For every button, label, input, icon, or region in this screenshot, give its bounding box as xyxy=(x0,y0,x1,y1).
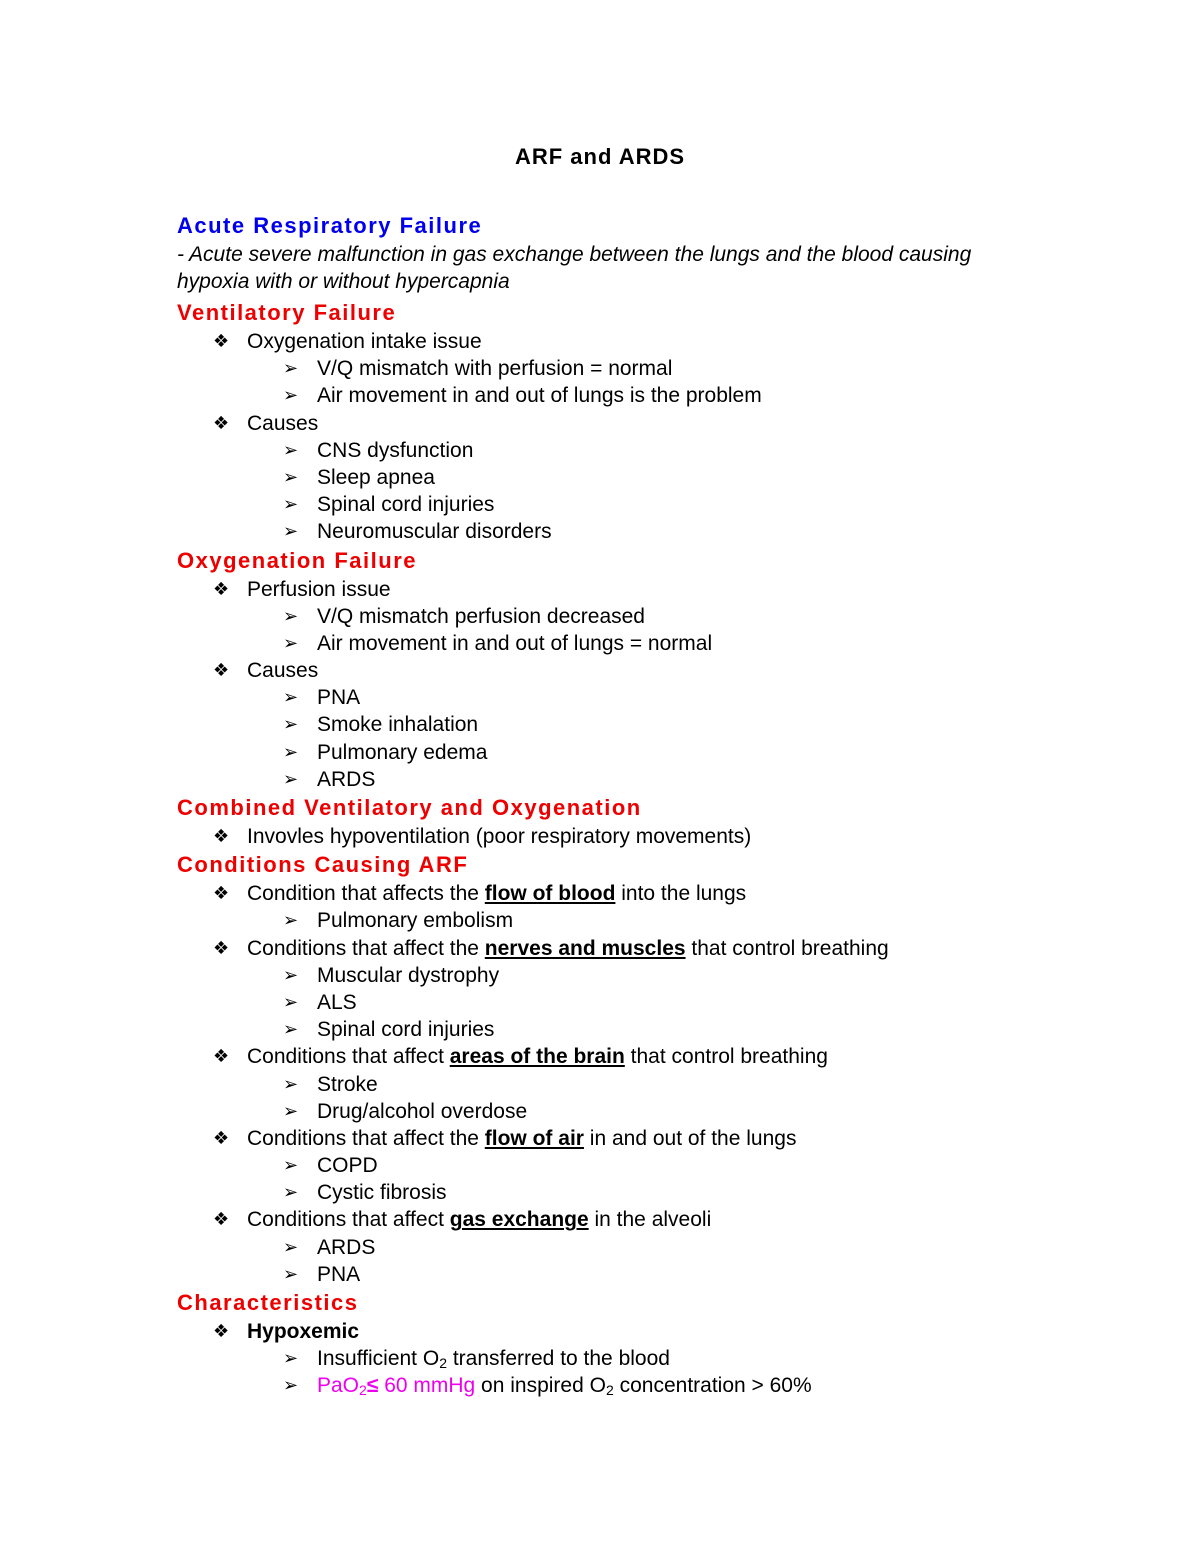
sub-bullet-text: Spinal cord injuries xyxy=(317,493,495,517)
sub-bullet-text-pre: Insufficient O xyxy=(317,1347,440,1371)
bullet-item xyxy=(177,1318,1017,1345)
sub-bullet-text: PNA xyxy=(317,1262,361,1286)
arrow-bullet-icon: ➢ xyxy=(283,1100,299,1121)
diamond-bullet-icon: ❖ xyxy=(213,826,230,846)
arrow-bullet-icon: ➢ xyxy=(283,768,299,789)
arrow-bullet-icon: ➢ xyxy=(283,1375,299,1396)
arrow-bullet-icon: ➢ xyxy=(283,714,299,735)
sub-bullet-text: Smoke inhalation xyxy=(317,713,479,737)
bullet-text-pre: Condition that affects the xyxy=(247,882,485,906)
arrow-bullet-icon: ➢ xyxy=(283,385,299,406)
bullet-text: Invovles hypoventilation (poor respiratory movements) xyxy=(247,825,752,848)
subscript: 2 xyxy=(439,1355,447,1372)
sub-bullet-text: ARDS xyxy=(317,767,376,791)
sub-bullet-item xyxy=(177,491,1017,518)
arrow-bullet-icon: ➢ xyxy=(283,1073,299,1094)
arrow-bullet-icon: ➢ xyxy=(283,687,299,708)
bullet-text: Causes xyxy=(247,659,319,683)
heading-combined: Combined Ventilatory and Oxygenation xyxy=(177,795,642,820)
sub-bullet-text: COPD xyxy=(317,1154,378,1178)
sub-bullet-item xyxy=(177,382,1017,409)
bullet-keyword: flow of blood xyxy=(484,882,616,906)
heading-conditions-causing-arf: Conditions Causing ARF xyxy=(177,852,469,878)
sub-bullet-item xyxy=(177,1372,1017,1399)
arrow-bullet-icon: ➢ xyxy=(283,1263,299,1284)
sub-bullet-text: ALS xyxy=(317,990,357,1014)
arrow-bullet-icon: ➢ xyxy=(283,741,299,762)
bullet-item xyxy=(177,1125,1017,1152)
sub-bullet-text: Drug/alcohol overdose xyxy=(317,1099,528,1123)
sub-bullet-item xyxy=(177,630,1017,657)
arrow-bullet-icon: ➢ xyxy=(283,991,299,1012)
sub-bullet-text: Air movement in and out of lungs is the problem xyxy=(317,384,762,408)
bullet-text: Perfusion issue xyxy=(247,577,391,601)
bullet-item xyxy=(177,657,1017,684)
arrow-bullet-icon: ➢ xyxy=(283,910,299,931)
sub-bullet-text: Stroke xyxy=(317,1072,378,1096)
diamond-bullet-icon: ❖ xyxy=(213,578,230,599)
arrow-bullet-icon: ➢ xyxy=(283,1019,299,1040)
sub-bullet-text: Air movement in and out of lungs = normal xyxy=(317,631,713,655)
arrow-bullet-icon: ➢ xyxy=(283,494,299,515)
bullet-keyword: gas exchange xyxy=(449,1208,589,1232)
arrow-bullet-icon: ➢ xyxy=(283,439,299,460)
sub-bullet-text: Neuromuscular disorders xyxy=(317,520,552,544)
bullet-text: Oxygenation intake issue xyxy=(247,330,482,353)
bullet-text: Causes xyxy=(247,411,319,435)
bullet-keyword: nerves and muscles xyxy=(484,936,686,960)
bullet-item xyxy=(177,880,1017,907)
sub-bullet-item xyxy=(177,1152,1017,1179)
document-title: ARF and ARDS xyxy=(514,144,686,169)
bullet-item xyxy=(177,935,1017,962)
diamond-bullet-icon: ❖ xyxy=(213,883,230,904)
bullet-item xyxy=(177,576,1017,603)
pao2-label: PaO xyxy=(317,1374,360,1398)
bullet-keyword: areas of the brain xyxy=(449,1045,625,1069)
bullet-text-pre: Conditions that affect xyxy=(247,1045,450,1069)
sub-bullet-text: Spinal cord injuries xyxy=(317,1018,495,1042)
bullet-text-post: in and out of the lungs xyxy=(583,1126,797,1150)
diamond-bullet-icon: ❖ xyxy=(213,1127,230,1148)
arrow-bullet-icon: ➢ xyxy=(283,521,299,542)
sub-bullet-item xyxy=(177,1345,1017,1372)
bullet-text-post: in the alveoli xyxy=(588,1208,712,1232)
arrow-bullet-icon: ➢ xyxy=(283,466,299,487)
bullet-item xyxy=(177,410,1017,437)
sub-bullet-text-mid: on inspired O xyxy=(475,1374,606,1398)
arrow-bullet-icon: ➢ xyxy=(283,1155,299,1176)
arrow-bullet-icon: ➢ xyxy=(283,605,299,626)
bullet-text-pre: Conditions that affect the xyxy=(247,1126,485,1150)
subscript: 2 xyxy=(605,1382,614,1399)
arrow-bullet-icon: ➢ xyxy=(283,1182,299,1203)
sub-bullet-item xyxy=(177,711,1017,738)
diamond-bullet-icon: ❖ xyxy=(213,1209,230,1230)
sub-bullet-text: ARDS xyxy=(317,1235,376,1259)
subscript: 2 xyxy=(359,1382,367,1399)
sub-bullet-item xyxy=(177,1261,1017,1288)
bullet-item xyxy=(177,328,1017,355)
sub-bullet-text: CNS dysfunction xyxy=(317,438,474,462)
heading-ventilatory-failure: Ventilatory Failure xyxy=(177,300,397,325)
sub-bullet-text: V/Q mismatch with perfusion = normal xyxy=(317,357,673,381)
document-body xyxy=(177,211,1017,1400)
sub-bullet-text: V/Q mismatch perfusion decreased xyxy=(317,604,645,628)
sub-bullet-item xyxy=(177,907,1017,934)
sub-bullet-item xyxy=(177,518,1017,545)
sub-bullet-item xyxy=(177,464,1017,491)
bullet-item xyxy=(177,823,1017,850)
bullet-keyword: flow of air xyxy=(484,1126,584,1150)
bullet-text-post: into the lungs xyxy=(615,882,747,906)
sub-bullet-text: Sleep apnea xyxy=(317,465,435,489)
sub-bullet-item xyxy=(177,1098,1017,1125)
sub-bullet-item xyxy=(177,1071,1017,1098)
sub-bullet-item xyxy=(177,437,1017,464)
sub-bullet-item xyxy=(177,1016,1017,1043)
sub-bullet-text: Pulmonary edema xyxy=(317,740,488,764)
sub-bullet-item xyxy=(177,355,1017,382)
bullet-text: Hypoxemic xyxy=(247,1320,360,1343)
diamond-bullet-icon: ❖ xyxy=(213,1046,230,1067)
arrow-bullet-icon: ➢ xyxy=(283,964,299,985)
sub-bullet-item xyxy=(177,739,1017,766)
definition-text: - Acute severe malfunction in gas exchange between the lungs and the blood causing hypoxia with or without hypercapnia xyxy=(177,243,972,293)
bullet-text-post: that control breathing xyxy=(624,1045,828,1069)
diamond-bullet-icon: ❖ xyxy=(213,412,230,433)
arrow-bullet-icon: ➢ xyxy=(283,358,299,379)
leq-symbol: ≤ xyxy=(366,1374,379,1398)
sub-bullet-text: Muscular dystrophy xyxy=(317,963,500,987)
arrow-bullet-icon: ➢ xyxy=(283,1348,299,1369)
diamond-bullet-icon: ❖ xyxy=(213,1321,230,1341)
bullet-text-pre: Conditions that affect xyxy=(247,1208,450,1232)
sub-bullet-item xyxy=(177,603,1017,630)
arrow-bullet-icon: ➢ xyxy=(283,632,299,653)
sub-bullet-text: PNA xyxy=(317,686,361,710)
sub-bullet-item xyxy=(177,989,1017,1016)
sub-bullet-item xyxy=(177,1234,1017,1261)
sub-bullet-item xyxy=(177,684,1017,711)
heading-oxygenation-failure: Oxygenation Failure xyxy=(177,547,417,573)
diamond-bullet-icon: ❖ xyxy=(213,937,230,958)
bullet-text-pre: Conditions that affect the xyxy=(247,936,485,960)
sub-bullet-text: Pulmonary embolism xyxy=(317,909,514,933)
diamond-bullet-icon: ❖ xyxy=(213,331,230,351)
pao2-threshold: 60 mmHg xyxy=(378,1374,476,1398)
bullet-item xyxy=(177,1043,1017,1070)
bullet-text-post: that control breathing xyxy=(685,936,889,960)
arrow-bullet-icon: ➢ xyxy=(283,1236,299,1257)
sub-bullet-text-post: concentration > 60% xyxy=(613,1374,812,1398)
sub-bullet-text: Cystic fibrosis xyxy=(317,1181,447,1205)
sub-bullet-item xyxy=(177,766,1017,793)
sub-bullet-item xyxy=(177,962,1017,989)
sub-bullet-text-post: transferred to the blood xyxy=(446,1347,670,1371)
bullet-item xyxy=(177,1206,1017,1233)
sub-bullet-item xyxy=(177,1179,1017,1206)
heading-acute-respiratory-failure: Acute Respiratory Failure xyxy=(177,213,483,238)
heading-characteristics: Characteristics xyxy=(177,1290,359,1315)
diamond-bullet-icon: ❖ xyxy=(213,660,230,681)
